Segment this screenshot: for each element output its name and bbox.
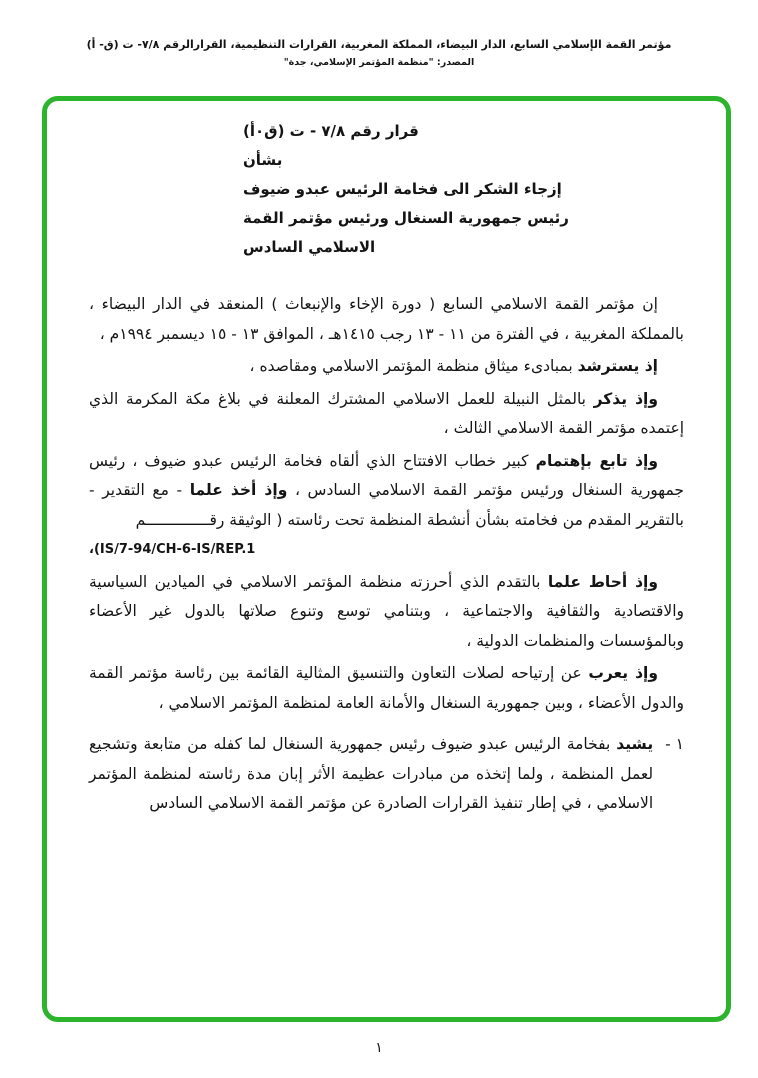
clause-text: كبير خطاب الافتتاح الذي ألقاه فخامة الرئيس عبدو ضيوف ، رئيس جمهورية السنغال ورئيس مؤتمر القمة الاسلامي السادس ، bbox=[89, 451, 684, 499]
clause-lead-2: وإذ أخذ علما bbox=[189, 481, 288, 499]
clause-paragraph bbox=[89, 447, 684, 536]
page-number: ١ bbox=[375, 1040, 383, 1056]
clause-paragraph bbox=[89, 385, 684, 444]
clause-paragraph bbox=[89, 352, 684, 382]
title-subject-line1: إزجاء الشكر الى فخامة الرئيس عبدو ضيوف bbox=[243, 180, 562, 198]
clause-text: بمبادىء ميثاق منظمة المؤتمر الاسلامي ومقاصده ، bbox=[249, 357, 578, 375]
clause-text: عن إرتياحه لصلات التعاون والتنسيق المثالية القائمة بين رئاسة مؤتمر القمة والدول الأعضاء ، وبين جمهورية السنغال والأمانة العامة لمنظمة المؤتمر الاسلامي ، bbox=[89, 664, 684, 712]
item-lead: يشيد bbox=[616, 735, 654, 753]
preamble-paragraph bbox=[89, 290, 684, 349]
header-source: المصدر: "منظمة المؤتمر الإسلامي، جدة" bbox=[283, 57, 475, 68]
clause-lead: وإذ يذكر bbox=[593, 389, 658, 408]
clause-text-2: - مع التقدير - بالتقرير المقدم من فخامته بشأن أنشطة المنظمة تحت رئاسته ( الوثيقة رقــــــــــــــم bbox=[89, 481, 684, 529]
clause-lead: إذ يسترشد bbox=[577, 357, 658, 375]
resolution-number: قرار رقم ٧/٨ - ت (ق٠أ) bbox=[243, 122, 419, 140]
title-subject-line2: رئيس جمهورية السنغال ورئيس مؤتمر القمة bbox=[243, 209, 569, 227]
item-number: ١ - bbox=[665, 735, 684, 753]
item-text: بفخامة الرئيس عبدو ضيوف رئيس جمهورية السنغال لما كفله من متابعة وتشجيع لعمل المنظمة ، ولما إتخذه من مبادرات عظيمة الأثر إبان مدة رئاسته لمنظمة المؤتمر الاسلامي ، في إطار تنفيذ القرارات الصادرة عن مؤتمر القمة الاسلامي السادس bbox=[89, 735, 654, 812]
clause-lead: وإذ تابع بإهتمام bbox=[535, 451, 658, 470]
item-body bbox=[89, 730, 653, 819]
title-regarding: بشأن bbox=[243, 151, 283, 169]
page-header bbox=[0, 0, 758, 68]
document-frame bbox=[42, 96, 731, 1022]
resolution-body bbox=[89, 290, 684, 819]
document-reference-code: ،(IS/7-94/CH-6-IS/REP.1 bbox=[89, 542, 256, 557]
clause-lead: وإذ يعرب bbox=[588, 664, 658, 682]
clause-paragraph bbox=[89, 568, 684, 657]
clause-paragraph bbox=[89, 659, 684, 718]
numbered-item bbox=[89, 730, 684, 819]
clause-text: بالتقدم الذي أحرزته منظمة المؤتمر الاسلامي في الميادين السياسية والاقتصادية والثقافية والاجتماعية ، وبتنامي توسع وتنوع صلاتها بالدول غير الأعضاء وبالمؤسسات والمنظمات الدولية ، bbox=[89, 572, 684, 650]
header-citation: مؤتمر القمة الإسلامي السابع، الدار البيضاء، المملكة المغربية، القرارات التنظيمية، القرارالرقم ٧/٨- ت (ق- أ) bbox=[86, 38, 672, 51]
clause-lead: وإذ أحاط علما bbox=[547, 572, 658, 591]
preamble-text: إن مؤتمر القمة الاسلامي السابع ( دورة الإخاء والإنبعاث ) المنعقد في الدار البيضاء ، بالمملكة المغربية ، في الفترة من ١١ - ١٣ رجب ١٤١٥هـ ، الموافق ١٣ - ١٥ ديسمبر ١٩٩٤م ، bbox=[89, 295, 684, 343]
resolution-title-block bbox=[243, 117, 684, 262]
clause-text: بالمثل النبيلة للعمل الاسلامي المشترك المعلنة في بلاغ مكة المكرمة الذي إعتمده مؤتمر القمة الاسلامي الثالث ، bbox=[89, 389, 684, 437]
title-subject-line3: الاسلامي السادس bbox=[243, 238, 376, 256]
